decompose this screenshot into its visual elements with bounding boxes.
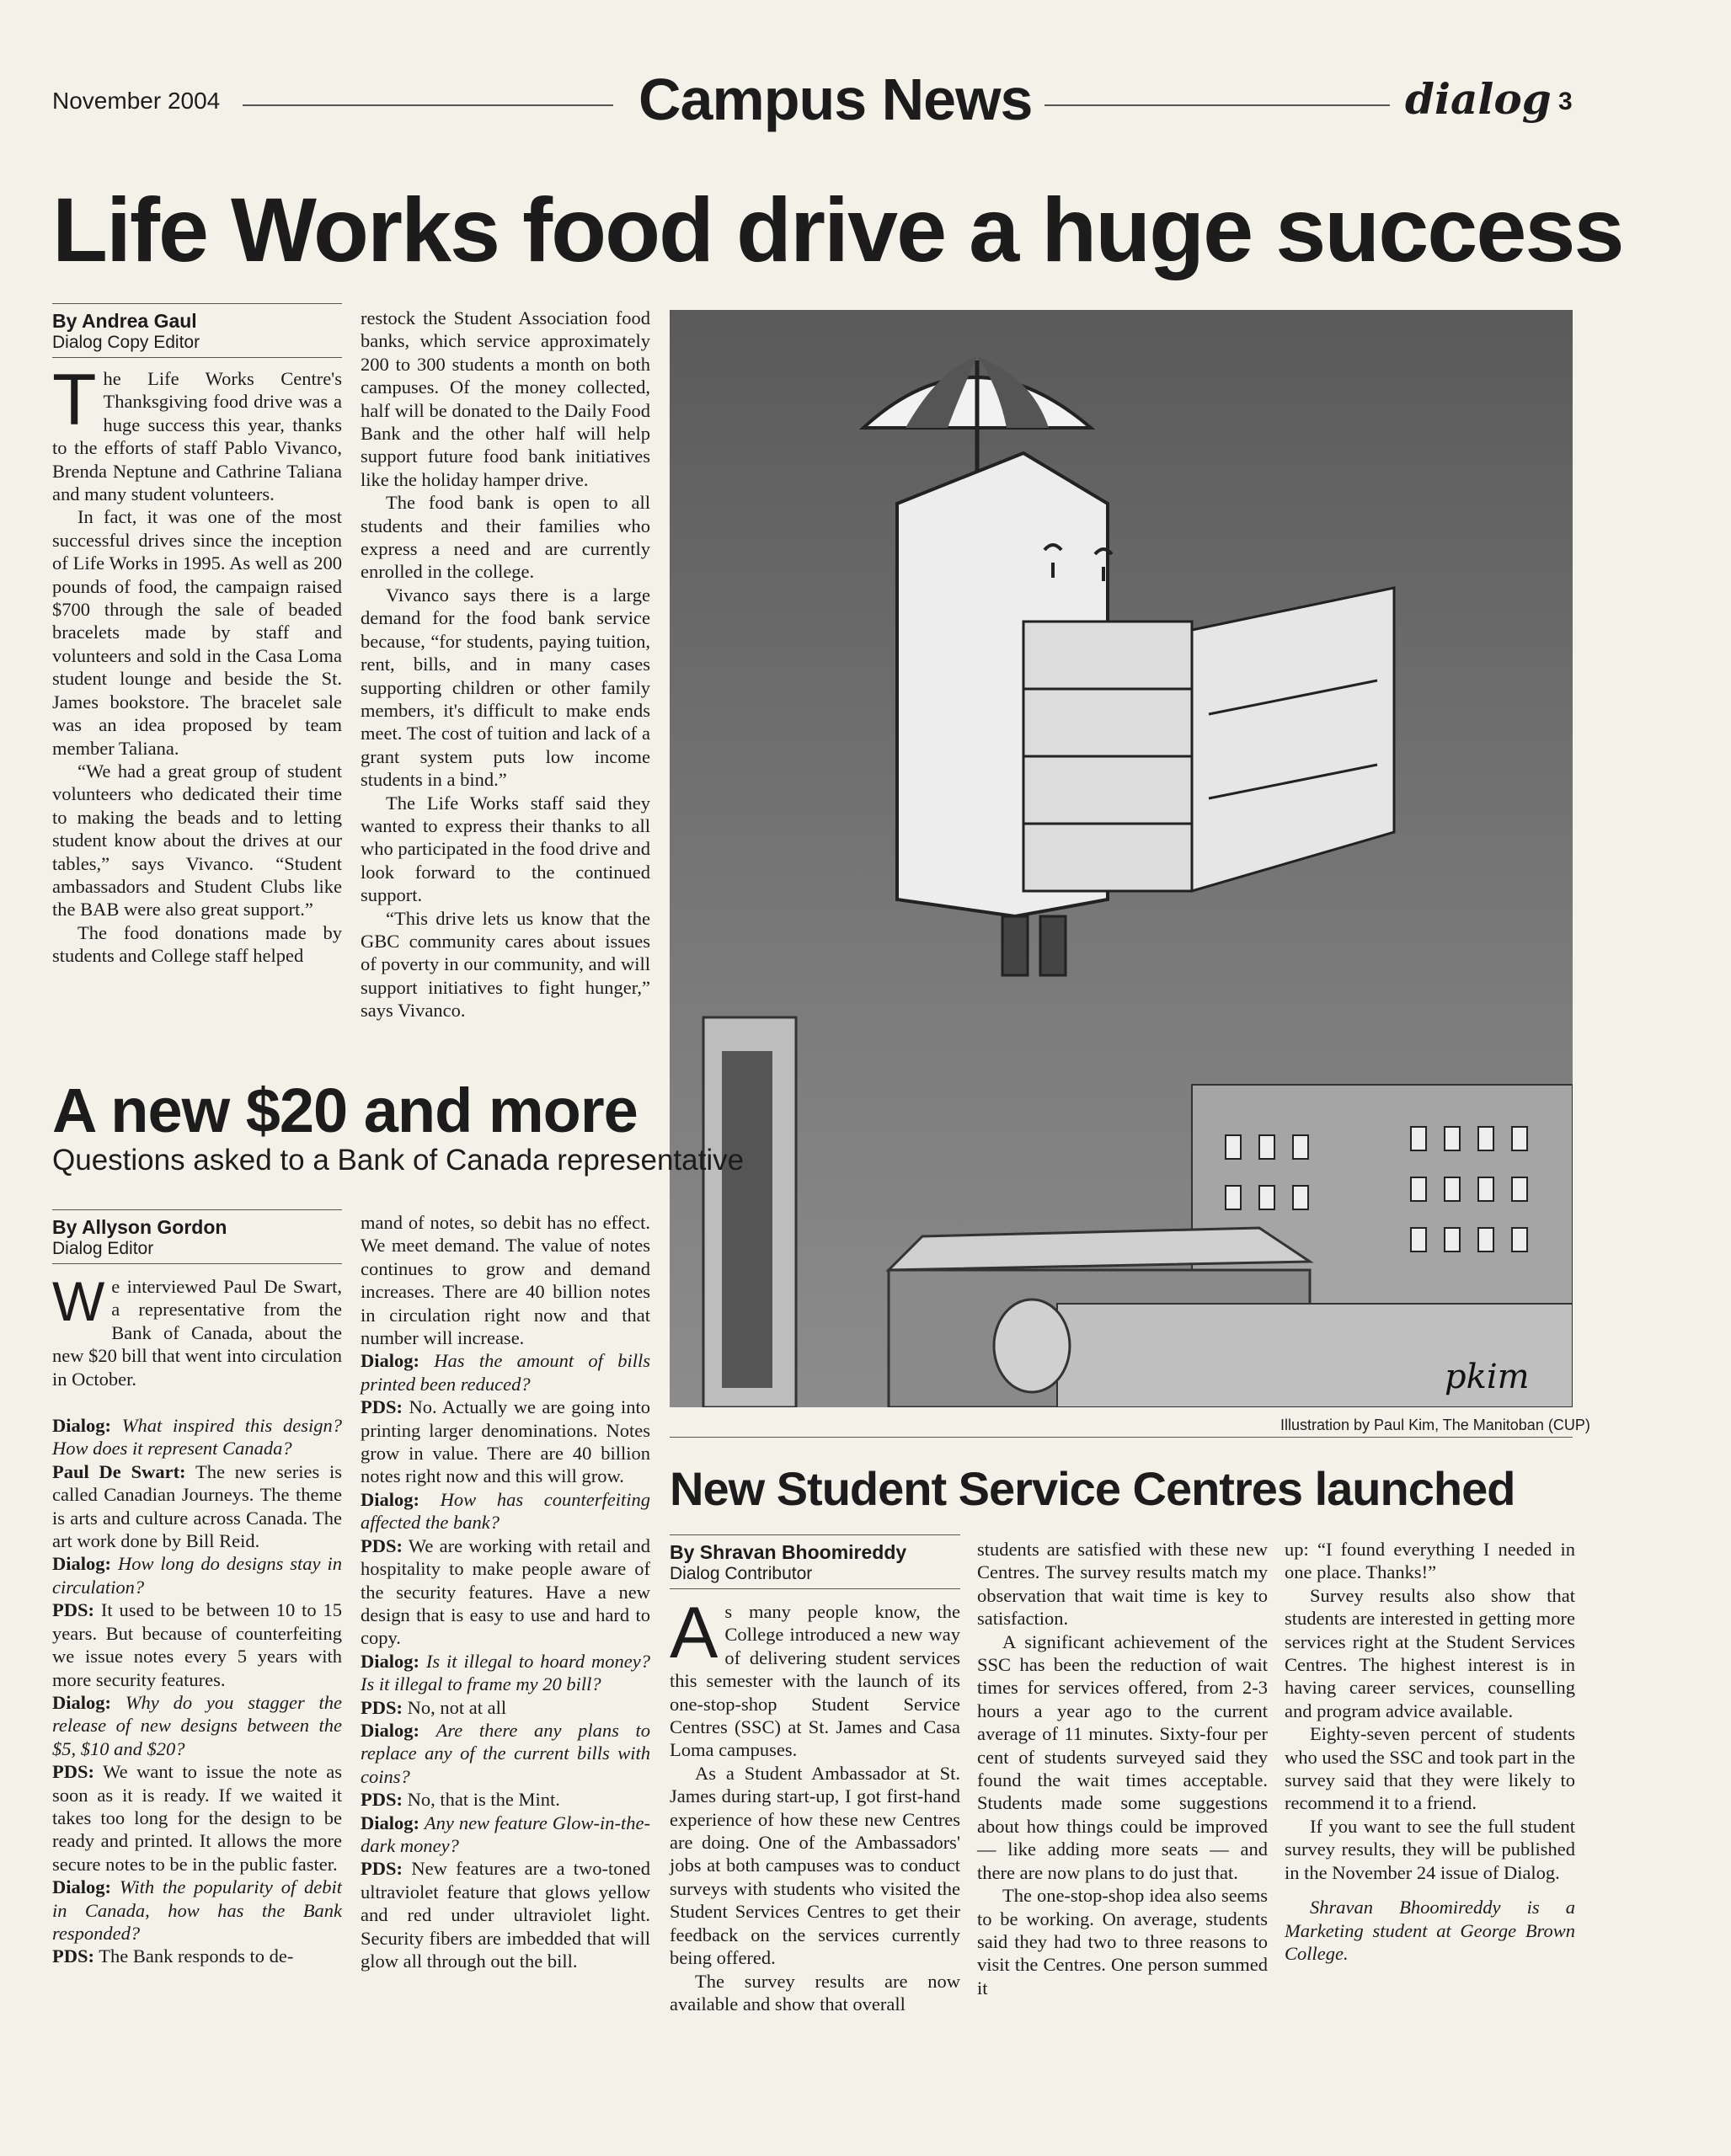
article2-headline: A new $20 and more — [52, 1075, 638, 1145]
paragraph: he Life Works Centre's Thanksgiving food drive was a huge success this year, thanks to the efforts of staff Pablo Vivanco, Brenda Neptune and Cathrine Taliana and many student volunteers. — [52, 368, 342, 505]
article3-column-3 — [1285, 1538, 1575, 1965]
answer-label: PDS: — [361, 1696, 403, 1718]
qa-entry — [361, 1488, 650, 1534]
paragraph: The one-stop-shop idea also seems to be working. On average, students said they had two to three reasons to visit the Centres. One person summed it — [977, 1885, 1268, 1999]
qa-list — [361, 1211, 650, 1972]
byline-author: By Shravan Bhoomireddy — [670, 1541, 907, 1563]
answer-text: No, that is the Mint. — [407, 1789, 560, 1811]
drop-cap: T — [52, 360, 97, 440]
qa-entry — [52, 1945, 342, 1967]
article3-headline: New Student Service Centres launched — [670, 1462, 1515, 1515]
answer-text: No, not at all — [407, 1696, 507, 1718]
qa-entry — [52, 1876, 342, 1945]
answer-text: The new series is called Canadian Journeys. The theme is arts and culture across Canada. The art work done by Bill Reid. — [52, 1460, 343, 1552]
byline-rule-top — [52, 303, 342, 304]
paragraph: If you want to see the full student survey results, they will be published in the November 24 issue of Dialog. — [1285, 1815, 1575, 1883]
answer-text: New features are a two-toned ultraviolet feature that glows yellow and red under ultraviolet light. Security fibers are imbedded that will glow all through out the bill. — [361, 1858, 650, 1972]
article1-column-1 — [52, 360, 342, 968]
article3-column-2 — [977, 1538, 1268, 1999]
paragraph: restock the Student Association food banks, which service approximately 200 to 300 students a month on both campuses. Of the money collected, half will be donated to the Daily Food Bank and the other half will help support future food bank initiatives like the holiday hamper drive. — [361, 307, 650, 490]
question-label: Dialog: — [361, 1719, 419, 1741]
issue-date: November 2004 — [52, 88, 221, 114]
paragraph: “We had a great group of student volunteers who dedicated their time to making the beads and to letting student know about the drives at our tables,” says Vivanco. “Student ambassadors and Student Clubs like the BAB were also great support.” — [52, 760, 342, 921]
main-headline: Life Works food drive a huge success — [52, 179, 1623, 280]
answer-label: PDS: — [361, 1858, 403, 1880]
paragraph: Eighty-seven percent of students who used the SSC and took part in the survey said that they were likely to recommend it to a friend. — [1285, 1723, 1575, 1814]
question-label: Dialog: — [52, 1691, 111, 1713]
qa-entry — [52, 1691, 342, 1760]
author-bio: Shravan Bhoomireddy is a Marketing student at George Brown College. — [1285, 1897, 1575, 1964]
paragraph: The Life Works staff said they wanted to express their thanks to all who participated in the food drive and look forward to the continued support. — [361, 792, 650, 906]
qa-entry — [361, 1857, 650, 1972]
byline-author: By Andrea Gaul — [52, 310, 197, 332]
qa-entry — [52, 1414, 342, 1460]
brand-logo: dialog — [1405, 74, 1552, 124]
qa-entry — [52, 1760, 342, 1876]
question-label: Dialog: — [52, 1415, 111, 1437]
answer-label: PDS: — [52, 1599, 94, 1621]
qa-entry — [52, 1460, 342, 1553]
byline-role: Dialog Contributor — [670, 1564, 813, 1583]
qa-entry — [52, 1552, 342, 1598]
header-rule-left — [243, 104, 613, 106]
byline-rule-top — [670, 1534, 960, 1535]
question-text: Is it illegal to hoard money? Is it illegal to frame my 20 bill? — [361, 1650, 651, 1695]
answer-text: No. Actually we are going into printing larger denominations. Notes grow in value. There are 40 billion notes right now and this will grow. — [361, 1396, 650, 1487]
paragraph: As a Student Ambassador at St. James during start-up, I got first-hand experience of how these new Centres are doing. One of the Ambassadors' jobs at both campuses was to conduct surveys with students who visited the Student Services Centres to get their feedback on the services currently being offered. — [670, 1762, 960, 1969]
byline-role: Dialog Editor — [52, 1239, 154, 1258]
byline-rule-bottom — [52, 1263, 342, 1264]
question-text: Are there any plans to replace any of the current bills with coins? — [361, 1719, 650, 1787]
byline-role: Dialog Copy Editor — [52, 333, 200, 352]
paragraph: Survey results also show that students are interested in getting more services right at the Student Services Centres. The highest interest is in having career services, counselling and program advice available. — [1285, 1584, 1575, 1721]
illustration-fridge-umbrella — [670, 310, 1573, 1407]
qa-entry — [52, 1598, 342, 1691]
paragraph: “This drive lets us know that the GBC community cares about issues of poverty in our community, and will support initiatives to fight hunger,” says Vivanco. — [361, 907, 650, 1022]
byline-rule-bottom — [52, 357, 342, 358]
byline-author: By Allyson Gordon — [52, 1216, 227, 1238]
answer-text: We are working with retail and hospitality to make people aware of the security features. Have a new design that is easy to use and hard to copy. — [361, 1534, 651, 1649]
question-text: Why do you stagger the release of new designs between the $5, $10 and $20? — [52, 1691, 342, 1759]
qa-entry — [361, 1719, 650, 1788]
paragraph: up: “I found everything I needed in one place. Thanks!” — [1285, 1539, 1575, 1583]
qa-entry — [361, 1812, 650, 1858]
qa-entry — [361, 1211, 650, 1349]
paragraph: s many people know, the College introduced a new way of delivering student services this semester with the launch of its one-stop-shop Student Service Centres (SSC) at St. James and Casa Loma campuses. — [670, 1601, 960, 1761]
question-text: How has counterfeiting affected the bank? — [361, 1488, 650, 1534]
answer-text: We want to issue the note as soon as it is ready. If we waited it takes too long for the design to be ready and printed. It allows the more secure notes to be in the public faster. — [52, 1761, 342, 1875]
question-label: Dialog: — [52, 1553, 111, 1575]
paragraph: A significant achievement of the SSC has been the reduction of wait times for services offered, from 2-3 hours a year ago to the current average of 11 minutes. Sixty-four per cent of students surveyed said they found the wait times acceptable. Students made some suggestions about how things could be improved — like adding more seats — and there are now plans to do just that. — [977, 1630, 1268, 1883]
page-number: 3 — [1558, 88, 1573, 115]
illustration-drawing — [670, 310, 1573, 1407]
qa-entry — [361, 1696, 650, 1719]
qa-entry — [361, 1349, 650, 1396]
drop-cap: W — [52, 1270, 105, 1332]
answer-label: PDS: — [52, 1945, 94, 1967]
answer-text: The Bank responds to de- — [99, 1945, 294, 1967]
section-title: Campus News — [638, 67, 1033, 132]
article2-column-2 — [361, 1211, 650, 1972]
answer-label: PDS: — [361, 1534, 403, 1556]
question-label: Dialog: — [361, 1350, 419, 1372]
paragraph: The food donations made by students and College staff helped — [52, 921, 342, 967]
header-rule-right — [1044, 104, 1390, 106]
qa-list — [52, 1414, 342, 1968]
question-text: With the popularity of debit in Canada, how has the Bank responded? — [52, 1876, 343, 1944]
paragraph: The food bank is open to all students and their families who express a need and are currently enrolled in the college. — [361, 492, 650, 583]
question-label: Dialog: — [361, 1812, 419, 1833]
article1-column-2 — [361, 307, 650, 1022]
answer-label: PDS: — [52, 1761, 94, 1783]
artist-signature: pkim — [1445, 1358, 1530, 1396]
paragraph: In fact, it was one of the most successful drives since the inception of Life Works in 1995. As well as 200 pounds of food, the campaign raised $700 through the sale of beaded bracelets made by staff and volunteers and sold in the Casa Loma student lounge and beside the St. James bookstore. The bracelet sale was an idea proposed by team member Taliana. — [52, 506, 342, 759]
intro-paragraph: e interviewed Paul De Swart, a representative from the Bank of Canada, about the new $20 bill that went into circulation in October. — [52, 1276, 342, 1390]
drop-cap: A — [670, 1593, 719, 1673]
illustration-credit: Illustration by Paul Kim, The Manitoban (CUP) — [1280, 1417, 1590, 1433]
qa-entry — [361, 1534, 650, 1650]
question-text: How long do designs stay in circulation? — [52, 1553, 342, 1598]
question-text: What inspired this design? How does it represent Canada? — [52, 1415, 343, 1460]
article3-column-1 — [670, 1593, 960, 2015]
paragraph: The survey results are now available and show that overall — [670, 1970, 960, 2015]
answer-label: PDS: — [361, 1789, 403, 1811]
qa-entry — [361, 1396, 650, 1488]
answer-label: PDS: — [361, 1396, 403, 1418]
credit-rule — [670, 1437, 1573, 1438]
answer-text: mand of notes, so debit has no effect. We meet demand. The value of notes continues to grow and demand increases. There are 40 billion notes in circulation right now and that number will increase. — [361, 1212, 650, 1349]
answer-text: It used to be between 10 to 15 years. But because of counterfeiting we issue notes every 5 years with more security features. — [52, 1599, 343, 1690]
byline-rule-top — [52, 1209, 342, 1210]
answer-label: Paul De Swart: — [52, 1460, 186, 1482]
qa-entry — [361, 1788, 650, 1811]
question-label: Dialog: — [361, 1488, 419, 1510]
article2-subhead: Questions asked to a Bank of Canada representative — [52, 1144, 745, 1177]
article2-column-1 — [52, 1270, 343, 1968]
question-label: Dialog: — [361, 1650, 419, 1672]
paragraph: students are satisfied with these new Centres. The survey results match my observation that wait time is key to satisfaction. — [977, 1539, 1268, 1630]
question-text: Has the amount of bills printed been reduced? — [361, 1350, 650, 1395]
question-text: Any new feature Glow-in-the-dark money? — [361, 1812, 650, 1856]
byline-rule-bottom — [670, 1588, 960, 1589]
qa-entry — [361, 1650, 650, 1696]
paragraph: Vivanco says there is a large demand for the food bank service because, “for students, paying tuition, rent, bills, and in many cases supporting children or other family members, it's difficult to make ends meet. The cost of tuition and lack of a grant system puts low income students in a bind.” — [361, 584, 650, 791]
question-label: Dialog: — [52, 1876, 111, 1898]
